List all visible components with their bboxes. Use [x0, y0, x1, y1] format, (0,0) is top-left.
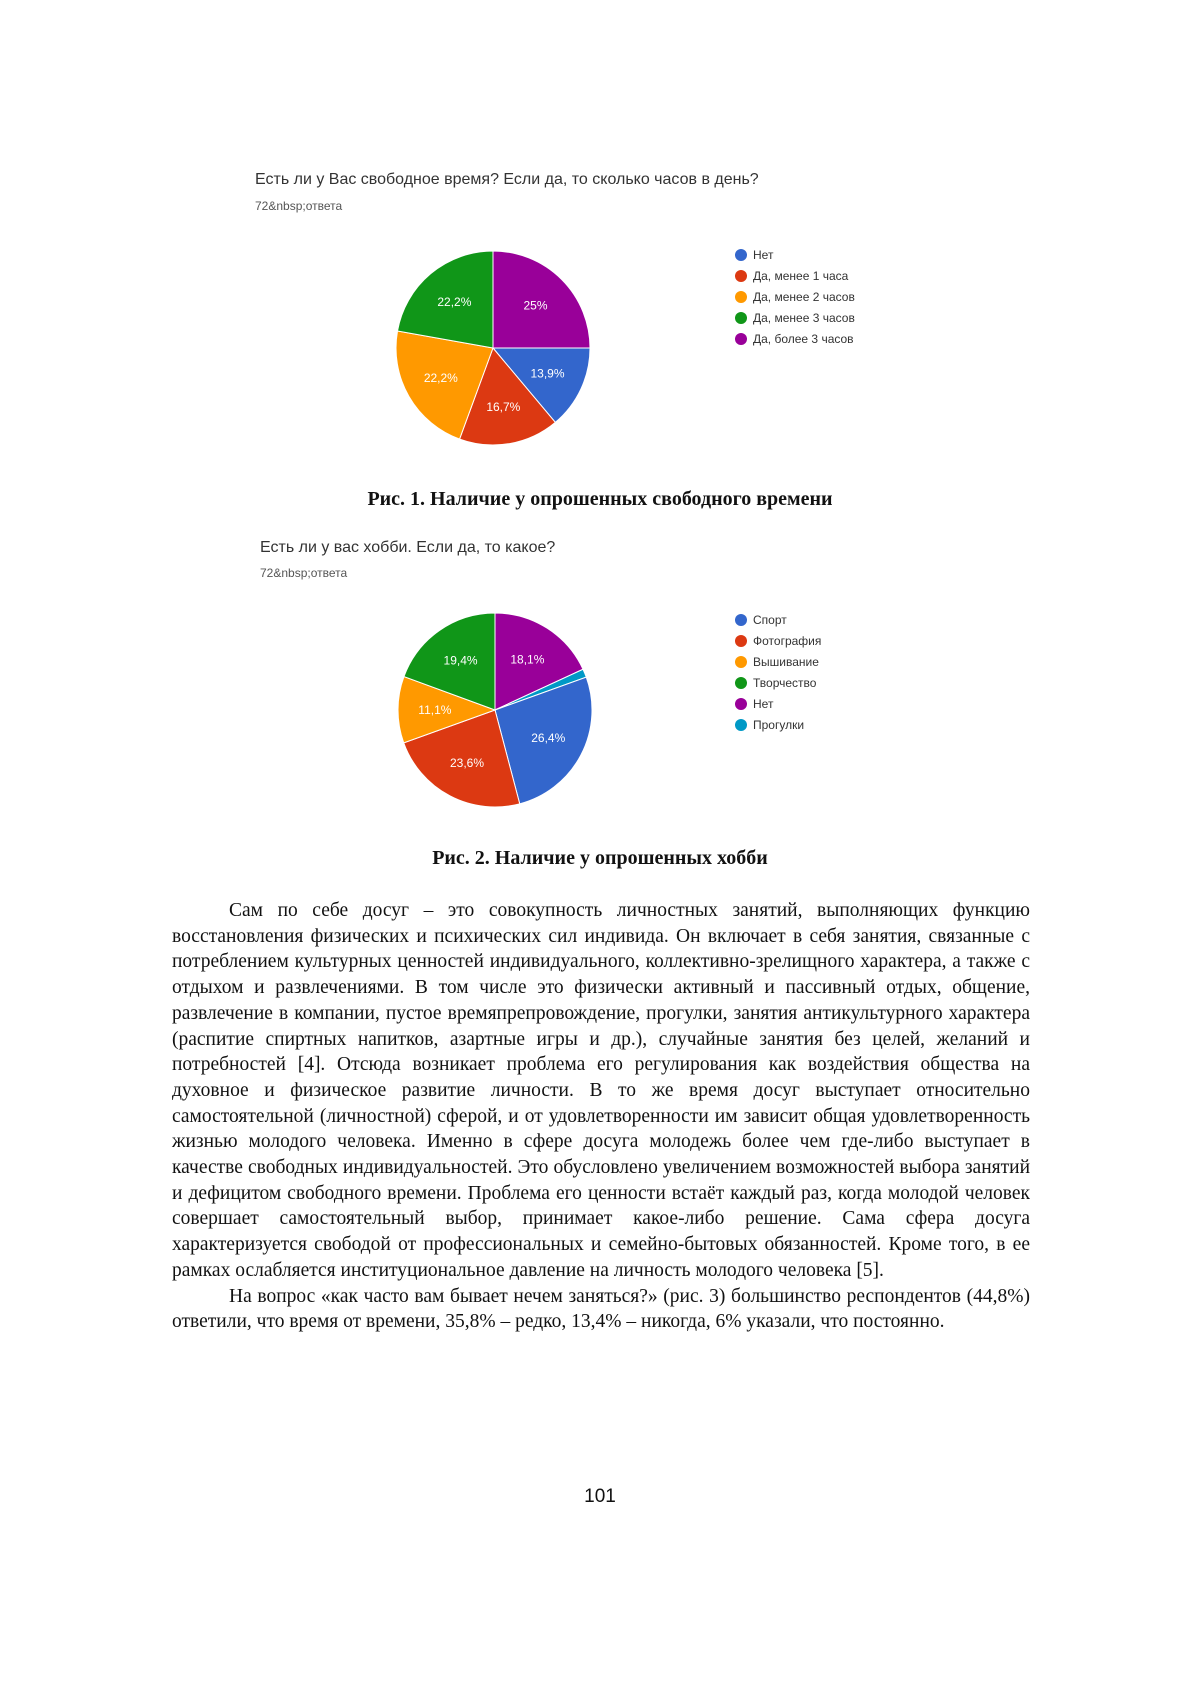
legend-label: Фотография — [753, 633, 822, 648]
legend-label: Творчество — [753, 675, 817, 690]
pie-data-label: 22,2% — [437, 294, 472, 309]
legend-label: Да, менее 3 часов — [753, 310, 855, 325]
legend-item — [735, 328, 855, 349]
legend-item — [735, 609, 821, 630]
pie-data-label: 18,1% — [510, 652, 545, 667]
chart1-pie — [393, 248, 593, 448]
legend-swatch — [735, 635, 747, 647]
pie-data-label: 25% — [523, 298, 548, 313]
legend-swatch — [735, 249, 747, 261]
legend-item — [735, 286, 855, 307]
legend-label: Прогулки — [753, 717, 805, 732]
pie-data-label: 13,9% — [530, 366, 565, 381]
legend-item — [735, 265, 855, 286]
chart2-subtitle: 72&nbsp;ответа — [260, 566, 348, 580]
legend-item — [735, 672, 821, 693]
legend-swatch — [735, 719, 747, 731]
chart2-legend — [735, 609, 821, 735]
legend-swatch — [735, 656, 747, 668]
legend-label: Нет — [753, 247, 774, 262]
legend-swatch — [735, 333, 747, 345]
legend-label: Спорт — [753, 612, 787, 627]
legend-item — [735, 630, 821, 651]
body-text — [172, 898, 1030, 1335]
legend-swatch — [735, 270, 747, 282]
pie-data-label: 16,7% — [486, 400, 521, 415]
figure1-caption: Рис. 1. Наличие у опрошенных свободного времени — [367, 488, 833, 510]
pie-data-label: 11,1% — [418, 702, 452, 717]
figure2-caption: Рис. 2. Наличие у опрошенных хобби — [432, 847, 768, 869]
legend-label: Нет — [753, 696, 774, 711]
pie-data-label: 23,6% — [450, 756, 485, 771]
legend-item — [735, 651, 821, 672]
legend-item — [735, 714, 821, 735]
legend-swatch — [735, 291, 747, 303]
chart1-subtitle: 72&nbsp;ответа — [255, 199, 343, 213]
legend-item — [735, 244, 855, 265]
paragraph: Сам по себе досуг – это совокупность личностных занятий, выполняющих функцию восстановления физических и психических сил индивида. Он включает в себя занятия, связанные с потреблением культурных ценностей индивидуального, коллективно-зрелищного характера, а также с отдыхом и развлечениями. В том числе это физически активный и пассивный отдых, общение, развлечение в компании, пустое времяпрепровождение, прогулки, занятия антикультурного характера (распитие спиртных напитков, азартные игры и др.), случайные занятия без целей, желаний и потребностей [4]. Отсюда возникает проблема его регулирования как воздействия общества на духовное и физическое развитие личности. В то же время досуг выступает относительно самостоятельной (личностной) сферой, и от удовлетворенности им зависит общая удовлетворенность жизнью молодого человека. Именно в сфере досуга молодежь более чем где-либо выступает в качестве свободных индивидуальностей. Это обусловлено увеличением возможностей выбора занятий и дефицитом свободного времени. Проблема его ценности встаёт каждый раз, когда молодой человек совершает самостоятельный выбор, принимает какое-либо решение. Сама сфера досуга характеризуется свободой от профессиональных и семейно-бытовых обязанностей. Кроме того, в ее рамках ослабляется институциональное давление на личность молодого человека [5]. — [172, 900, 1030, 1281]
legend-label: Да, менее 1 часа — [753, 268, 849, 283]
pie-data-label: 26,4% — [531, 730, 566, 745]
pie-data-label: 22,2% — [423, 370, 458, 385]
chart2-title: Есть ли у вас хобби. Если да, то какое? — [260, 539, 556, 556]
legend-item — [735, 693, 821, 714]
legend-label: Да, менее 2 часов — [753, 289, 855, 304]
legend-swatch — [735, 677, 747, 689]
legend-swatch — [735, 698, 747, 710]
legend-label: Да, более 3 часов — [753, 331, 854, 346]
chart1-title: Есть ли у Вас свободное время? Если да, то сколько часов в день? — [255, 171, 759, 188]
legend-item — [735, 307, 855, 328]
pie-data-label: 19,4% — [443, 653, 478, 668]
page-number: 101 — [584, 1486, 616, 1507]
chart2-pie — [395, 610, 595, 810]
chart1-legend — [735, 244, 855, 349]
legend-swatch — [735, 614, 747, 626]
legend-label: Вышивание — [753, 654, 819, 669]
paragraph: На вопрос «как часто вам бывает нечем заняться?» (рис. 3) большинство респондентов (44,8%) ответили, что время от времени, 35,8% – редко, 13,4% – никогда, 6% указали, что постоянно. — [172, 1285, 1030, 1333]
legend-swatch — [735, 312, 747, 324]
